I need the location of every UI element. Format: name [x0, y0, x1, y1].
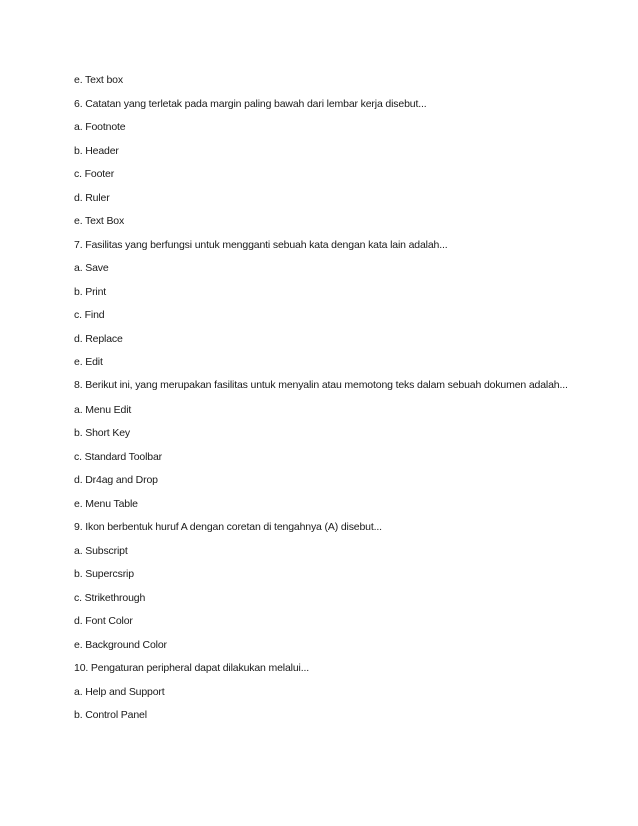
- answer-option: c. Find: [74, 309, 105, 321]
- answer-option: d. Font Color: [74, 615, 133, 627]
- answer-option: a. Footnote: [74, 121, 126, 133]
- answer-option: e. Text box: [74, 74, 123, 86]
- question-9: 9. Ikon berbentuk huruf A dengan coretan di tengahnya (A) disebut...: [74, 521, 382, 533]
- answer-option: b. Supercsrip: [74, 568, 134, 580]
- answer-option: e. Background Color: [74, 638, 167, 651]
- answer-option: b. Control Panel: [74, 709, 147, 721]
- question-7: 7. Fasilitas yang berfungsi untuk mengganti sebuah kata dengan kata lain adalah...: [74, 238, 448, 251]
- answer-option: d. Dr4ag and Drop: [74, 474, 158, 486]
- answer-option: e. Edit: [74, 356, 103, 368]
- answer-option: a. Menu Edit: [74, 403, 132, 416]
- answer-option: c. Footer: [74, 168, 115, 180]
- answer-option: b. Short Key: [74, 427, 130, 439]
- question-8: 8. Berikut ini, yang merupakan fasilitas untuk menyalin atau memotong teks dalam sebuah dokumen adalah...: [74, 378, 568, 391]
- answer-option: c. Standard Toolbar: [74, 450, 163, 463]
- answer-option: a. Help and Support: [74, 685, 165, 698]
- answer-option: e. Menu Table: [74, 497, 138, 510]
- document-content: [74, 72, 574, 731]
- answer-option: a. Subscript: [74, 544, 128, 557]
- answer-option: b. Print: [74, 285, 107, 298]
- answer-option: d. Ruler: [74, 191, 110, 204]
- answer-option: c. Strikethrough: [74, 591, 146, 604]
- answer-option: a. Save: [74, 262, 109, 274]
- question-6: 6. Catatan yang terletak pada margin paling bawah dari lembar kerja disebut...: [74, 97, 427, 110]
- question-10: 10. Pengaturan peripheral dapat dilakukan melalui...: [74, 662, 310, 674]
- answer-option: b. Header: [74, 144, 119, 157]
- answer-option: e. Text Box: [74, 215, 125, 227]
- answer-option: d. Replace: [74, 332, 123, 345]
